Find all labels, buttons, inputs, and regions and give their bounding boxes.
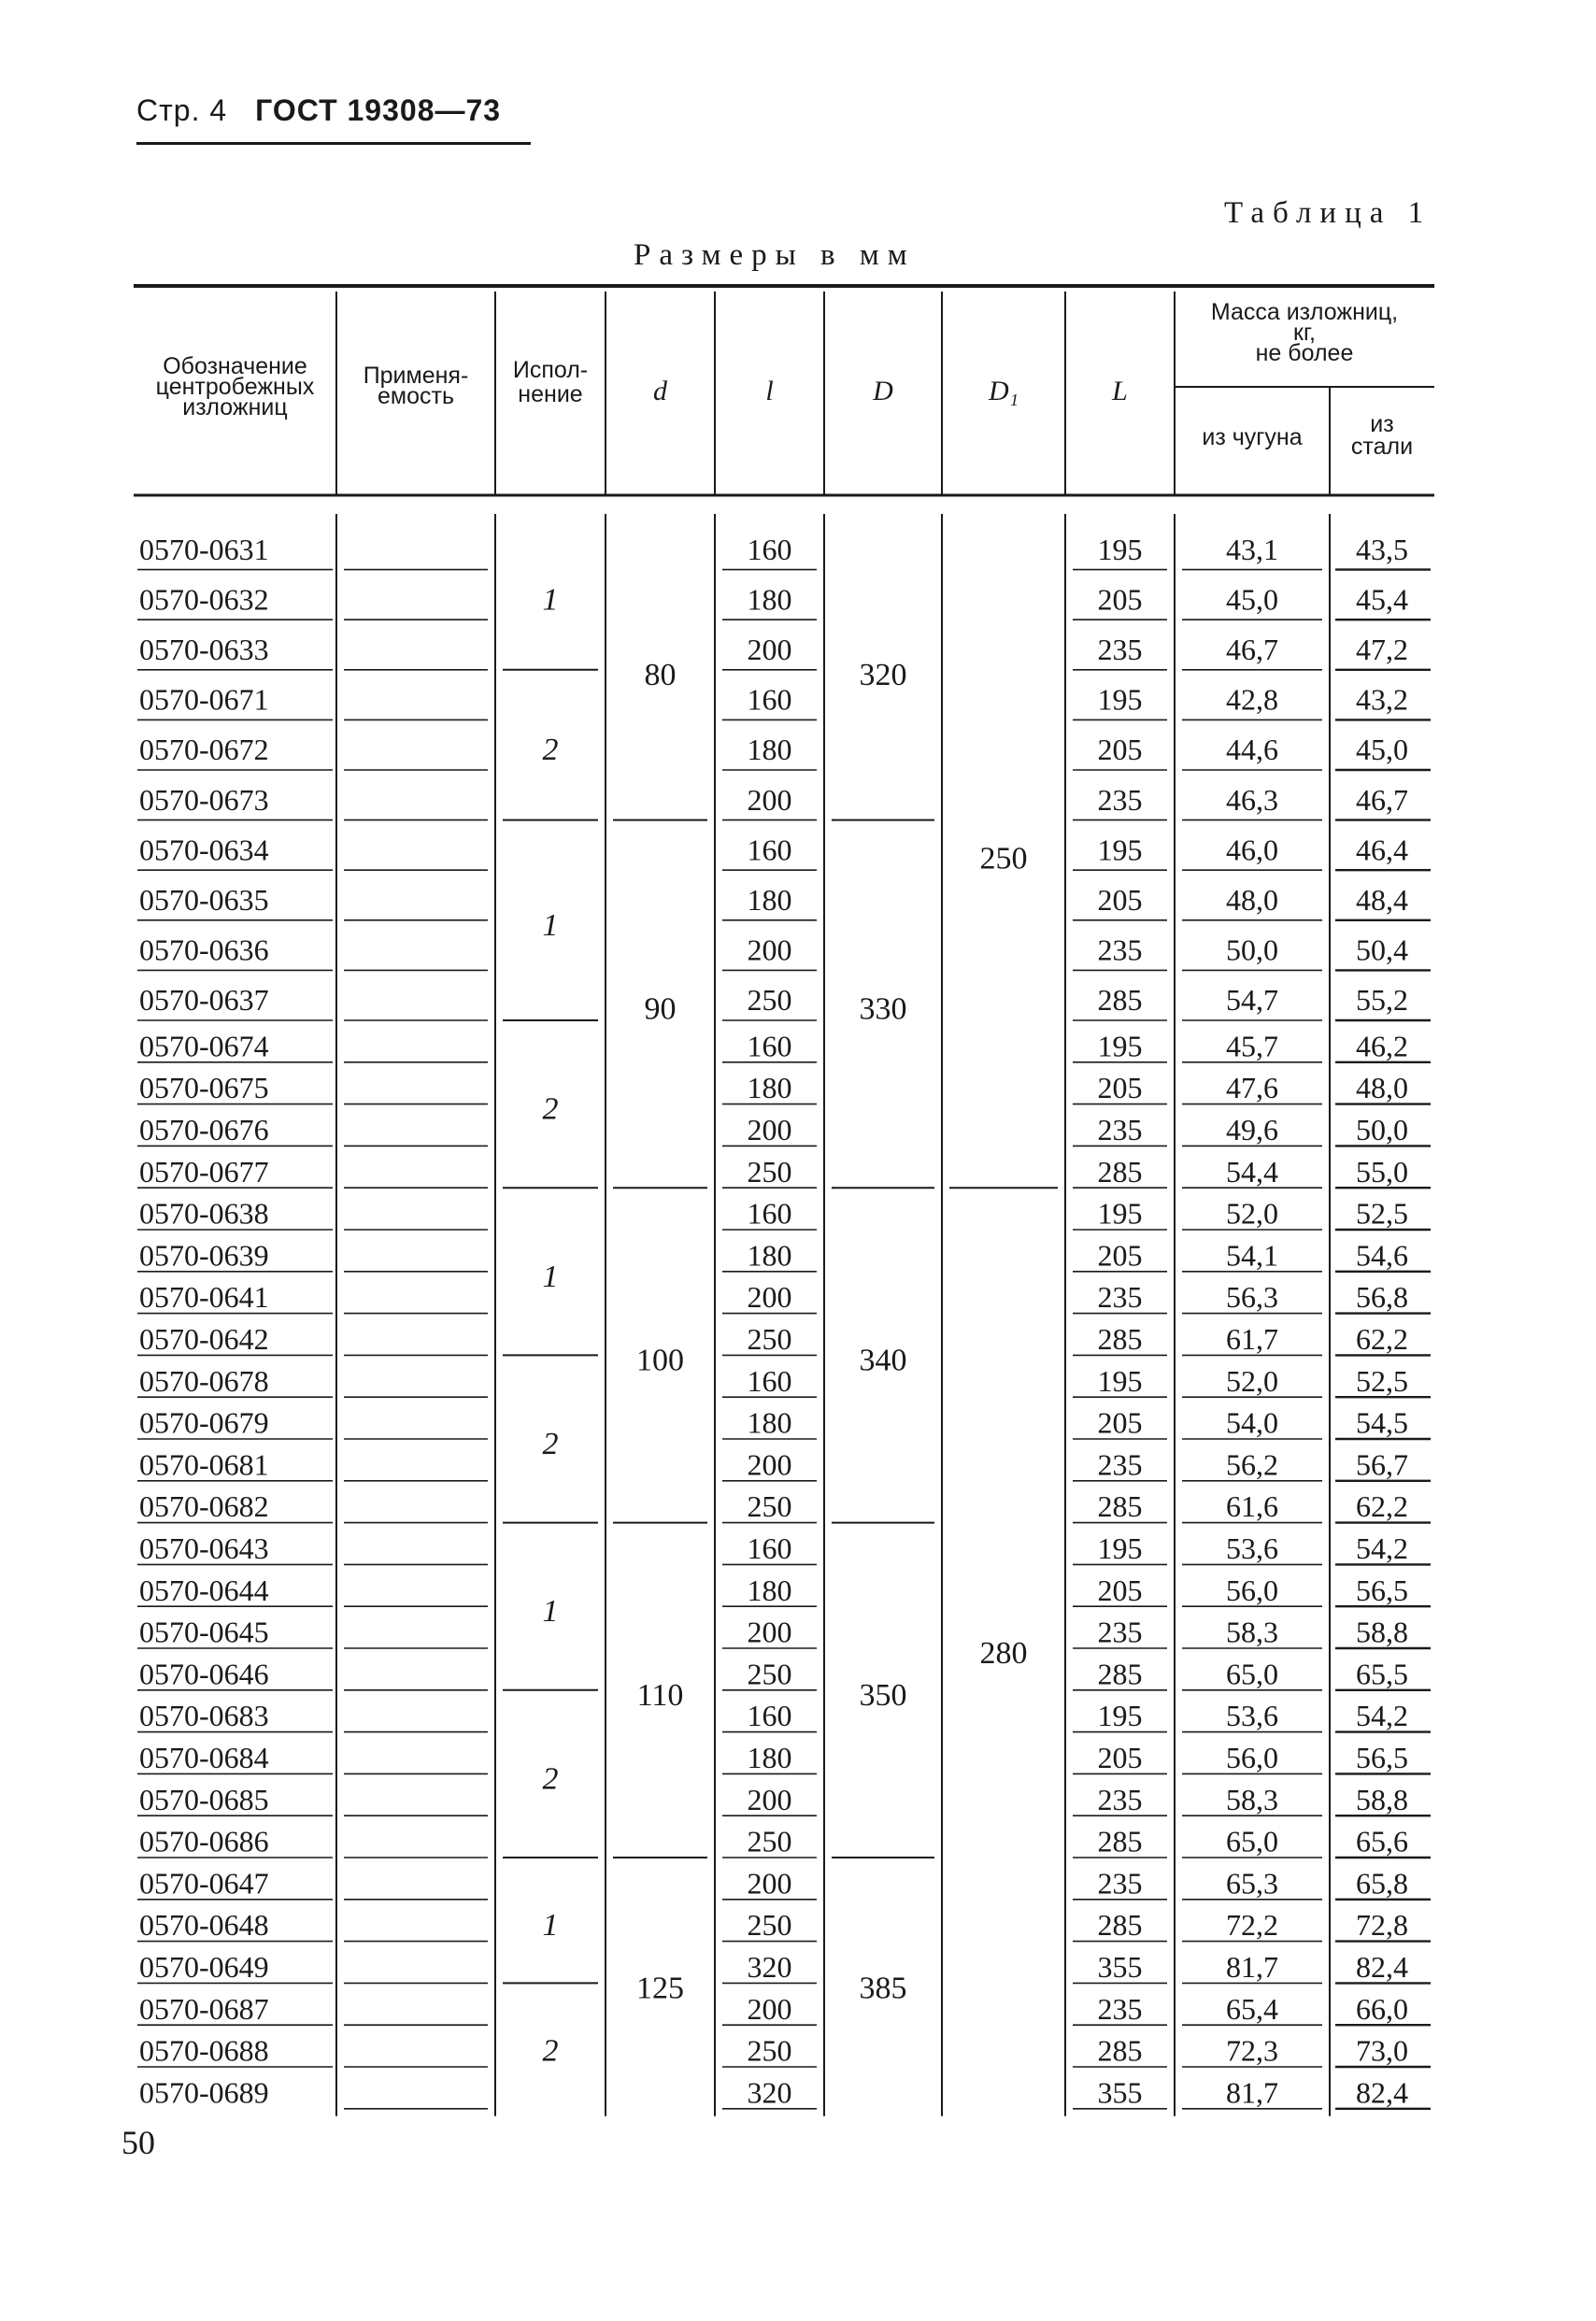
header-mass: Масса изложниц, — [1210, 299, 1399, 325]
row-L: 285 — [1097, 1908, 1143, 1943]
header-mass-steel: стали — [1350, 434, 1414, 460]
row-l: 200 — [747, 1447, 792, 1482]
row-mass-steel: 46,4 — [1356, 833, 1408, 867]
row-mass-iron: 54,0 — [1226, 1405, 1278, 1440]
group-version: 2 — [542, 1091, 559, 1127]
row-L: 195 — [1097, 682, 1143, 717]
row-mass-steel: 58,8 — [1356, 1782, 1408, 1816]
row-code: 0570-0633 — [139, 633, 269, 666]
row-l: 160 — [747, 1196, 792, 1231]
row-mass-iron: 43,1 — [1226, 532, 1278, 566]
row-L: 235 — [1097, 1615, 1143, 1649]
row-L: 285 — [1097, 1489, 1143, 1524]
header-designation: центробежных — [155, 374, 315, 400]
row-code: 0570-0671 — [139, 682, 269, 717]
row-L: 285 — [1097, 1824, 1143, 1858]
header-D1: D₁ — [988, 376, 1019, 406]
row-l: 250 — [747, 1322, 792, 1356]
row-l: 160 — [747, 1699, 792, 1733]
row-code: 0570-0674 — [139, 1029, 269, 1063]
row-mass-steel: 52,5 — [1356, 1196, 1408, 1231]
row-l: 200 — [747, 1615, 792, 1649]
row-l: 160 — [747, 532, 792, 566]
row-mass-steel: 58,8 — [1356, 1615, 1408, 1649]
row-code: 0570-0637 — [139, 983, 269, 1018]
row-L: 195 — [1097, 1363, 1143, 1398]
row-L: 205 — [1097, 1741, 1143, 1774]
row-code: 0570-0644 — [139, 1573, 269, 1607]
row-L: 235 — [1097, 933, 1143, 967]
row-mass-iron: 54,4 — [1226, 1154, 1278, 1189]
group-d: 125 — [636, 1971, 684, 2006]
group-version: 1 — [542, 1908, 559, 1944]
header-mass-steel: из — [1370, 411, 1394, 437]
row-mass-iron: 45,0 — [1226, 582, 1278, 617]
row-mass-steel: 82,4 — [1356, 2075, 1408, 2110]
row-code: 0570-0647 — [139, 1866, 269, 1901]
row-mass-iron: 54,7 — [1226, 983, 1278, 1018]
row-code: 0570-0649 — [139, 1950, 269, 1984]
row-l: 160 — [747, 1531, 792, 1565]
row-mass-steel: 52,5 — [1356, 1363, 1408, 1398]
row-mass-steel: 65,5 — [1356, 1657, 1408, 1691]
row-code: 0570-0686 — [139, 1824, 269, 1858]
row-l: 250 — [747, 2033, 792, 2068]
row-L: 285 — [1097, 1154, 1143, 1189]
page-number: 50 — [121, 2124, 155, 2161]
row-mass-steel: 56,8 — [1356, 1280, 1408, 1315]
row-L: 205 — [1097, 1405, 1143, 1440]
row-mass-iron: 54,1 — [1226, 1238, 1278, 1273]
row-code: 0570-0638 — [139, 1196, 269, 1231]
row-code: 0570-0689 — [139, 2075, 269, 2110]
row-l: 250 — [747, 1908, 792, 1943]
row-mass-steel: 48,0 — [1356, 1071, 1408, 1105]
row-mass-steel: 43,2 — [1356, 682, 1408, 717]
group-D: 340 — [859, 1343, 907, 1378]
row-mass-steel: 45,0 — [1356, 733, 1408, 767]
group-D: 350 — [859, 1677, 907, 1713]
row-mass-iron: 56,0 — [1226, 1573, 1278, 1607]
row-L: 195 — [1097, 1196, 1143, 1231]
header-designation: Обозначение — [163, 353, 307, 379]
row-mass-iron: 72,2 — [1226, 1908, 1278, 1943]
row-l: 320 — [747, 1950, 792, 1984]
row-L: 205 — [1097, 1071, 1143, 1105]
row-l: 160 — [747, 833, 792, 867]
group-version: 1 — [542, 1259, 559, 1294]
row-L: 285 — [1097, 2033, 1143, 2068]
standard-title: ГОСТ 19308—73 — [255, 93, 502, 127]
group-D: 385 — [859, 1971, 907, 2006]
header-L: L — [1112, 376, 1128, 406]
row-mass-steel: 55,2 — [1356, 983, 1408, 1018]
row-mass-steel: 45,4 — [1356, 582, 1408, 617]
row-mass-iron: 65,4 — [1226, 1991, 1278, 2026]
group-d: 100 — [636, 1343, 684, 1378]
row-mass-iron: 56,3 — [1226, 1280, 1278, 1315]
row-code: 0570-0645 — [139, 1615, 269, 1649]
row-code: 0570-0635 — [139, 883, 269, 917]
row-mass-iron: 48,0 — [1226, 883, 1278, 917]
row-L: 235 — [1097, 1280, 1143, 1315]
row-code: 0570-0634 — [139, 833, 269, 867]
row-code: 0570-0677 — [139, 1154, 269, 1189]
row-code: 0570-0684 — [139, 1741, 269, 1774]
row-mass-steel: 55,0 — [1356, 1154, 1408, 1189]
row-mass-steel: 65,8 — [1356, 1866, 1408, 1901]
row-L: 355 — [1097, 1950, 1143, 1984]
row-code: 0570-0685 — [139, 1782, 269, 1816]
row-code: 0570-0643 — [139, 1531, 269, 1565]
row-mass-iron: 44,6 — [1226, 733, 1278, 767]
row-mass-steel: 48,4 — [1356, 883, 1408, 917]
row-l: 200 — [747, 1113, 792, 1146]
row-L: 235 — [1097, 633, 1143, 666]
row-L: 205 — [1097, 1573, 1143, 1607]
row-mass-iron: 52,0 — [1226, 1196, 1278, 1231]
row-mass-iron: 56,0 — [1226, 1741, 1278, 1774]
row-l: 200 — [747, 1782, 792, 1816]
row-mass-steel: 50,0 — [1356, 1113, 1408, 1146]
row-mass-steel: 62,2 — [1356, 1489, 1408, 1524]
row-code: 0570-0683 — [139, 1699, 269, 1733]
row-code: 0570-0646 — [139, 1657, 269, 1691]
row-code: 0570-0632 — [139, 582, 269, 617]
row-mass-iron: 46,3 — [1226, 782, 1278, 817]
row-mass-steel: 56,5 — [1356, 1741, 1408, 1774]
row-code: 0570-0675 — [139, 1071, 269, 1105]
group-D: 320 — [859, 657, 907, 692]
group-d: 80 — [644, 657, 677, 692]
row-code: 0570-0687 — [139, 1991, 269, 2026]
row-l: 180 — [747, 1405, 792, 1440]
row-mass-steel: 72,8 — [1356, 1908, 1408, 1943]
row-mass-steel: 54,2 — [1356, 1531, 1408, 1565]
row-mass-iron: 65,0 — [1226, 1657, 1278, 1691]
row-L: 205 — [1097, 582, 1143, 617]
row-mass-iron: 81,7 — [1226, 1950, 1278, 1984]
table-label: Таблица 1 — [1224, 196, 1432, 230]
row-mass-steel: 46,7 — [1356, 782, 1408, 817]
row-code: 0570-0672 — [139, 733, 269, 767]
header-version: Испол- — [512, 357, 589, 383]
row-l: 180 — [747, 1573, 792, 1607]
row-code: 0570-0681 — [139, 1447, 269, 1482]
row-mass-steel: 82,4 — [1356, 1950, 1408, 1984]
row-l: 200 — [747, 933, 792, 967]
row-L: 355 — [1097, 2075, 1143, 2110]
row-code: 0570-0648 — [139, 1908, 269, 1943]
row-L: 235 — [1097, 1782, 1143, 1816]
group-D1: 280 — [979, 1636, 1028, 1671]
header-mass-iron: из чугуна — [1202, 424, 1303, 450]
row-code: 0570-0673 — [139, 782, 269, 817]
row-l: 250 — [747, 983, 792, 1018]
row-l: 180 — [747, 883, 792, 917]
row-l: 200 — [747, 782, 792, 817]
row-mass-iron: 56,2 — [1226, 1447, 1278, 1482]
row-L: 195 — [1097, 1029, 1143, 1063]
row-mass-steel: 56,5 — [1356, 1573, 1408, 1607]
row-l: 160 — [747, 1363, 792, 1398]
row-mass-iron: 65,3 — [1226, 1866, 1278, 1901]
row-mass-steel: 54,6 — [1356, 1238, 1408, 1273]
group-D1: 250 — [979, 841, 1028, 876]
row-l: 180 — [747, 733, 792, 767]
row-mass-steel: 50,4 — [1356, 933, 1408, 967]
row-l: 160 — [747, 1029, 792, 1063]
group-d: 110 — [636, 1677, 684, 1713]
header-mass: кг, — [1293, 320, 1316, 346]
row-mass-iron: 58,3 — [1226, 1615, 1278, 1649]
header-applicability: Применя- — [363, 363, 469, 389]
row-L: 195 — [1097, 1699, 1143, 1733]
row-l: 180 — [747, 582, 792, 617]
row-l: 180 — [747, 1071, 792, 1105]
row-l: 250 — [747, 1824, 792, 1858]
group-d: 90 — [644, 991, 677, 1027]
row-mass-steel: 56,7 — [1356, 1447, 1408, 1482]
row-l: 250 — [747, 1657, 792, 1691]
row-mass-steel: 54,2 — [1356, 1699, 1408, 1733]
row-code: 0570-0679 — [139, 1405, 269, 1440]
row-L: 195 — [1097, 532, 1143, 566]
row-L: 285 — [1097, 983, 1143, 1018]
row-code: 0570-0678 — [139, 1363, 269, 1398]
row-code: 0570-0682 — [139, 1489, 269, 1524]
row-l: 250 — [747, 1154, 792, 1189]
row-L: 235 — [1097, 1447, 1143, 1482]
row-code: 0570-0688 — [139, 2033, 269, 2068]
row-code: 0570-0639 — [139, 1238, 269, 1273]
header-applicability: емость — [378, 383, 454, 409]
row-L: 205 — [1097, 1238, 1143, 1273]
row-mass-iron: 53,6 — [1226, 1699, 1278, 1733]
row-mass-iron: 81,7 — [1226, 2075, 1278, 2110]
group-D: 330 — [859, 991, 907, 1027]
row-l: 180 — [747, 1741, 792, 1774]
row-L: 285 — [1097, 1657, 1143, 1691]
header-l: l — [765, 376, 774, 406]
row-l: 200 — [747, 1280, 792, 1315]
row-mass-iron: 58,3 — [1226, 1782, 1278, 1816]
row-mass-steel: 43,5 — [1356, 532, 1408, 566]
row-code: 0570-0631 — [139, 532, 269, 566]
row-code: 0570-0641 — [139, 1280, 269, 1315]
row-mass-iron: 52,0 — [1226, 1363, 1278, 1398]
group-version: 2 — [542, 733, 559, 768]
header-designation: изложниц — [182, 394, 288, 420]
row-l: 200 — [747, 1991, 792, 2026]
row-l: 180 — [747, 1238, 792, 1273]
group-version: 1 — [542, 907, 559, 943]
row-L: 235 — [1097, 782, 1143, 817]
row-code: 0570-0676 — [139, 1113, 269, 1146]
row-mass-iron: 65,0 — [1226, 1824, 1278, 1858]
row-mass-steel: 46,2 — [1356, 1029, 1408, 1063]
row-l: 200 — [747, 1866, 792, 1901]
row-mass-iron: 50,0 — [1226, 933, 1278, 967]
row-mass-iron: 61,6 — [1226, 1489, 1278, 1524]
row-L: 205 — [1097, 733, 1143, 767]
row-mass-steel: 54,5 — [1356, 1405, 1408, 1440]
group-version: 2 — [542, 1427, 559, 1461]
group-version: 1 — [542, 1594, 559, 1630]
row-mass-iron: 72,3 — [1226, 2033, 1278, 2068]
row-mass-iron: 45,7 — [1226, 1029, 1278, 1063]
row-mass-iron: 53,6 — [1226, 1531, 1278, 1565]
row-l: 160 — [747, 682, 792, 717]
page-label: Стр. 4 — [136, 93, 228, 127]
header-d: d — [653, 376, 667, 406]
row-L: 235 — [1097, 1991, 1143, 2026]
row-l: 200 — [747, 633, 792, 666]
group-version: 2 — [542, 1761, 559, 1797]
row-mass-iron: 42,8 — [1226, 682, 1278, 717]
dimensions-label: Размеры в мм — [634, 238, 916, 272]
header-D: D — [873, 376, 893, 406]
row-l: 320 — [747, 2075, 792, 2110]
row-L: 195 — [1097, 833, 1143, 867]
row-mass-steel: 66,0 — [1356, 1991, 1408, 2026]
row-L: 195 — [1097, 1531, 1143, 1565]
group-version: 2 — [542, 2033, 559, 2069]
row-mass-steel: 62,2 — [1356, 1322, 1408, 1356]
row-mass-iron: 49,6 — [1226, 1113, 1278, 1146]
header-version: нение — [518, 381, 583, 407]
row-mass-iron: 47,6 — [1226, 1071, 1278, 1105]
row-mass-steel: 65,6 — [1356, 1824, 1408, 1858]
row-L: 235 — [1097, 1866, 1143, 1901]
row-L: 205 — [1097, 883, 1143, 917]
row-mass-steel: 73,0 — [1356, 2033, 1408, 2068]
row-code: 0570-0642 — [139, 1322, 269, 1356]
row-L: 235 — [1097, 1113, 1143, 1146]
row-l: 250 — [747, 1489, 792, 1524]
row-L: 285 — [1097, 1322, 1143, 1356]
row-mass-iron: 61,7 — [1226, 1322, 1278, 1356]
row-mass-iron: 46,0 — [1226, 833, 1278, 867]
row-mass-steel: 47,2 — [1356, 633, 1408, 666]
row-mass-iron: 46,7 — [1226, 633, 1278, 666]
group-version: 1 — [542, 582, 559, 618]
row-code: 0570-0636 — [139, 933, 269, 967]
header-mass: не более — [1255, 340, 1354, 366]
